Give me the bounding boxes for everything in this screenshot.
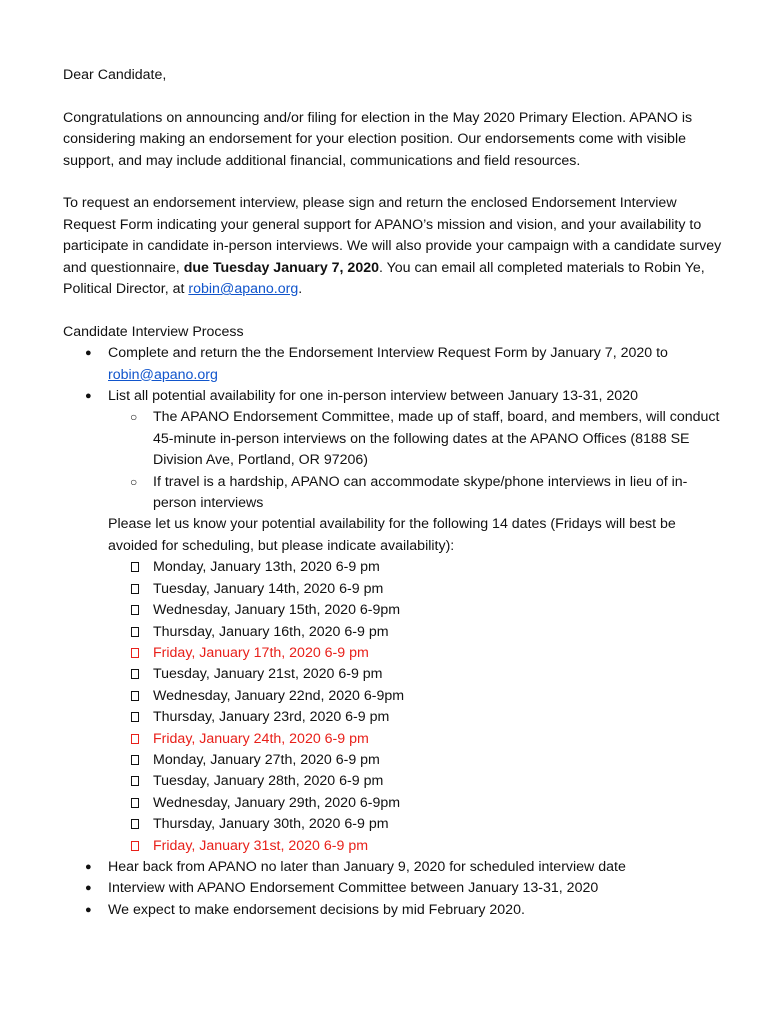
date-option[interactable]	[63, 600, 723, 621]
request-text-2: . You can email all completed materials to Robin Ye, Political Director, at	[63, 259, 705, 298]
bullet-dot-icon: ●	[85, 882, 92, 895]
letter	[63, 65, 723, 921]
circle-bullet-icon: ○	[130, 474, 138, 489]
date-label: Thursday, January 23rd, 2020 6-9 pm	[153, 709, 390, 726]
request-paragraph	[63, 193, 723, 300]
sub-committee-text: The APANO Endorsement Committee, made up of staff, board, and members, will conduct 45-minute in-person interviews on the following dates at the APANO Offices (8188 SE Division Ave, Portland, OR 97206)	[153, 409, 720, 469]
checkbox-icon[interactable]	[131, 755, 139, 765]
date-option[interactable]	[63, 686, 723, 707]
request-text-1: To request an endorsement interview, please sign and return the enclosed Endorsement Interview Request Form indicating your general support for APANO’s mission and vision, and your availability to participate in candidate in-person interviews. We will also provide your campaign with a candidate survey and questionnaire,	[63, 195, 722, 276]
date-option[interactable]	[63, 814, 723, 835]
bullet-hear-back-text: Hear back from APANO no later than January 9, 2020 for scheduled interview date	[108, 858, 626, 875]
bullet-availability	[63, 386, 723, 407]
intro-paragraph: Congratulations on announcing and/or filing for election in the May 2020 Primary Election. APANO is considering making an endorsement for your election position. Our endorsements come with visible support, and may include additional financial, communications and field resources.	[63, 109, 693, 169]
date-option[interactable]	[63, 750, 723, 771]
checkbox-icon[interactable]	[131, 841, 139, 851]
availability-note: Please let us know your potential availability for the following 14 dates (Fridays will best be avoided for scheduling, but please indicate availability):	[108, 516, 676, 554]
date-label: Wednesday, January 22nd, 2020 6-9pm	[153, 687, 405, 704]
bullet-dot-icon: ●	[85, 903, 92, 916]
checkbox-icon[interactable]	[131, 627, 139, 637]
date-label: Wednesday, January 15th, 2020 6-9pm	[153, 602, 401, 619]
checkbox-icon[interactable]	[131, 669, 139, 679]
bullet-hear-back	[63, 857, 723, 878]
date-option[interactable]	[63, 643, 723, 664]
date-label: Tuesday, January 28th, 2020 6-9 pm	[153, 773, 384, 790]
date-option[interactable]	[63, 664, 723, 685]
checkbox-icon[interactable]	[131, 562, 139, 572]
checkbox-icon[interactable]	[131, 691, 139, 701]
email-link[interactable]: robin@apano.org	[188, 281, 299, 298]
bullet-decisions-text: We expect to make endorsement decisions by mid February 2020.	[108, 901, 525, 918]
request-end: .	[298, 281, 303, 298]
date-option[interactable]	[63, 836, 723, 857]
date-label: Tuesday, January 21st, 2020 6-9 pm	[153, 666, 383, 683]
sub-travel-text: If travel is a hardship, APANO can accommodate skype/phone interviews in lieu of in-person interviews	[153, 473, 688, 512]
process-heading: Candidate Interview Process	[63, 323, 244, 340]
date-option[interactable]	[63, 729, 723, 750]
sub-bullet-committee	[63, 407, 723, 471]
bullet-availability-text: List all potential availability for one in-person interview between January 13-31, 2020	[108, 388, 638, 405]
checkbox-icon[interactable]	[131, 776, 139, 786]
bullet-complete-text: Complete and return the the Endorsement Interview Request Form by January 7, 2020 to	[108, 345, 668, 362]
checkbox-icon[interactable]	[131, 734, 139, 744]
date-option[interactable]	[63, 579, 723, 600]
date-label: Thursday, January 30th, 2020 6-9 pm	[153, 816, 389, 833]
sub-bullet-travel	[63, 472, 723, 515]
date-option[interactable]	[63, 771, 723, 792]
bullet-dot-icon: ●	[85, 860, 92, 873]
checkbox-icon[interactable]	[131, 584, 139, 594]
process-email-link[interactable]: robin@apano.org	[108, 366, 218, 383]
bullet-interview-text: Interview with APANO Endorsement Committee between January 13-31, 2020	[108, 880, 599, 897]
date-label: Monday, January 27th, 2020 6-9 pm	[153, 751, 380, 768]
salutation: Dear Candidate,	[63, 67, 167, 83]
checkbox-icon[interactable]	[131, 798, 139, 808]
circle-bullet-icon: ○	[130, 410, 138, 425]
date-label: Monday, January 13th, 2020 6-9 pm	[153, 559, 380, 576]
date-option[interactable]	[63, 622, 723, 643]
bullet-dot-icon: ●	[85, 390, 92, 403]
date-label: Thursday, January 16th, 2020 6-9 pm	[153, 623, 389, 640]
date-label: Friday, January 31st, 2020 6-9 pm	[153, 837, 369, 854]
date-option[interactable]	[63, 793, 723, 814]
date-label: Friday, January 24th, 2020 6-9 pm	[153, 730, 369, 747]
bullet-complete-form	[63, 343, 723, 386]
checkbox-icon[interactable]	[131, 648, 139, 658]
bullet-dot-icon: ●	[85, 347, 92, 360]
due-date: due Tuesday January 7, 2020	[183, 259, 379, 276]
date-label: Wednesday, January 29th, 2020 6-9pm	[153, 794, 401, 811]
date-option[interactable]	[63, 557, 723, 578]
date-option[interactable]	[63, 707, 723, 728]
date-label: Friday, January 17th, 2020 6-9 pm	[153, 644, 369, 661]
date-list	[63, 557, 723, 857]
checkbox-icon[interactable]	[131, 819, 139, 829]
checkbox-icon[interactable]	[131, 605, 139, 615]
bullet-interview	[63, 878, 723, 899]
bullet-decisions	[63, 900, 723, 921]
date-label: Tuesday, January 14th, 2020 6-9 pm	[153, 580, 384, 597]
checkbox-icon[interactable]	[131, 712, 139, 722]
